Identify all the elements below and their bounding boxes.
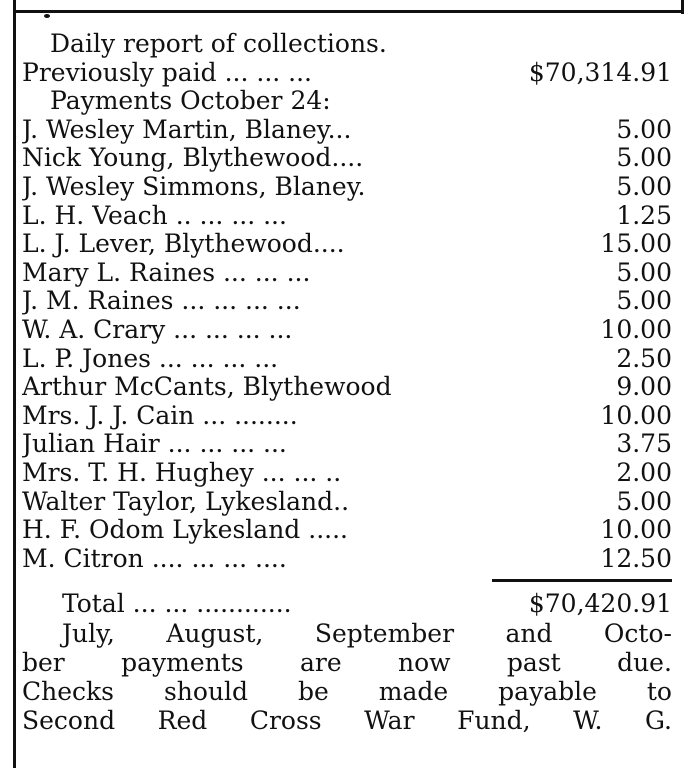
payment-amount: 10.00 <box>600 400 672 430</box>
payment-row <box>22 202 672 231</box>
previously-paid-amount: $70,314.91 <box>528 57 672 87</box>
notice-word: August, <box>166 618 264 648</box>
payment-name: Walter Taylor, Lykesland.. <box>22 487 350 516</box>
payment-amount: 5.00 <box>616 257 672 287</box>
right-border-rule <box>681 0 684 14</box>
notice-word: to <box>646 676 672 706</box>
payment-row <box>22 345 672 374</box>
payment-amount: 12.50 <box>600 543 672 573</box>
notice-word: G. <box>644 705 672 735</box>
notice-word: ber <box>22 647 65 677</box>
collections-report <box>22 30 672 735</box>
payment-name: J. Wesley Simmons, Blaney. <box>22 172 366 201</box>
notice-line <box>22 619 672 648</box>
payment-amount: 3.75 <box>616 429 672 459</box>
payment-row <box>22 230 672 259</box>
notice-line <box>22 706 672 735</box>
payment-row <box>22 402 672 431</box>
payments-date-text: Payments October 24: <box>50 86 331 116</box>
payment-name: W. A. Crary ... ... ... ... <box>22 315 293 344</box>
payment-row <box>22 116 672 145</box>
payment-amount: 5.00 <box>616 143 672 173</box>
payment-name: J. M. Raines ... ... ... ... <box>22 287 301 316</box>
notice-word: and <box>505 618 553 648</box>
payment-amount: 5.00 <box>616 286 672 316</box>
payment-name: J. Wesley Martin, Blaney... <box>22 115 352 144</box>
payment-name: Mrs. J. J. Cain ... ........ <box>22 401 298 430</box>
total-amount: $70,420.91 <box>528 589 672 619</box>
payment-amount: 5.00 <box>616 114 672 144</box>
notice-word: be <box>298 676 329 706</box>
payment-name: H. F. Odom Lykesland ..... <box>22 516 348 545</box>
payment-row <box>22 287 672 316</box>
notice-word: War <box>364 705 415 735</box>
payment-row <box>22 459 672 488</box>
notice-word: Cross <box>249 705 322 735</box>
payment-name: L. J. Lever, Blythewood.... <box>22 230 345 259</box>
notice-word: are <box>299 647 342 677</box>
payment-amount: 5.00 <box>616 486 672 516</box>
notice-word: Second <box>22 705 116 735</box>
total-rule <box>492 579 672 582</box>
total-label: Total ... ... ............ <box>62 590 292 619</box>
notice-word: Red <box>157 705 208 735</box>
payment-name: Nick Young, Blythewood.... <box>22 144 364 173</box>
top-border-rule <box>16 10 681 13</box>
notice-word: made <box>378 676 449 706</box>
payment-notice <box>22 619 672 735</box>
payment-row <box>22 488 672 517</box>
report-heading-text: Daily report of collections. <box>50 29 387 58</box>
previously-paid-row <box>22 59 672 88</box>
payment-name: L. P. Jones ... ... ... ... <box>22 344 279 373</box>
notice-word: now <box>398 647 451 677</box>
payment-amount: 2.50 <box>616 343 672 373</box>
notice-word: should <box>163 676 249 706</box>
previously-paid-label: Previously paid ... ... ... <box>22 58 313 87</box>
ink-speck <box>44 14 50 18</box>
payment-row <box>22 259 672 288</box>
payment-amount: 10.00 <box>600 314 672 344</box>
payment-name: Julian Hair ... ... ... ... <box>22 430 287 459</box>
payments-date-heading <box>22 87 672 116</box>
report-heading <box>22 30 672 59</box>
payment-amount: 1.25 <box>616 200 672 230</box>
payment-amount: 2.00 <box>616 457 672 487</box>
payment-amount: 15.00 <box>600 229 672 259</box>
payment-name: Mrs. T. H. Hughey ... ... .. <box>22 458 342 487</box>
notice-word: payments <box>121 647 244 677</box>
notice-line <box>22 677 672 706</box>
payment-name: M. Citron .... ... ... .... <box>22 544 287 573</box>
payment-row <box>22 373 672 402</box>
notice-word: Fund, <box>457 705 531 735</box>
notice-word: due. <box>617 647 672 677</box>
payments-list <box>22 116 672 574</box>
notice-word: Octo- <box>603 618 672 648</box>
notice-word: Checks <box>22 676 115 706</box>
payment-row <box>22 144 672 173</box>
total-row <box>22 590 672 619</box>
payment-name: Mary L. Raines ... ... ... <box>22 258 311 287</box>
notice-word: payable <box>498 676 597 706</box>
payment-amount: 10.00 <box>600 515 672 545</box>
payment-row <box>22 516 672 545</box>
payment-amount: 5.00 <box>616 171 672 201</box>
notice-line <box>22 648 672 677</box>
notice-word: July, <box>62 618 115 648</box>
payment-amount: 9.00 <box>616 372 672 402</box>
notice-word: past <box>506 647 561 677</box>
payment-row <box>22 173 672 202</box>
notice-word: September <box>314 618 455 648</box>
left-border-rule <box>13 0 16 768</box>
payment-row <box>22 316 672 345</box>
notice-word: W. <box>573 705 603 735</box>
payment-row <box>22 545 672 574</box>
payment-name: Arthur McCants, Blythewood <box>22 373 392 402</box>
payment-row <box>22 430 672 459</box>
payment-name: L. H. Veach .. ... ... ... <box>22 201 287 230</box>
